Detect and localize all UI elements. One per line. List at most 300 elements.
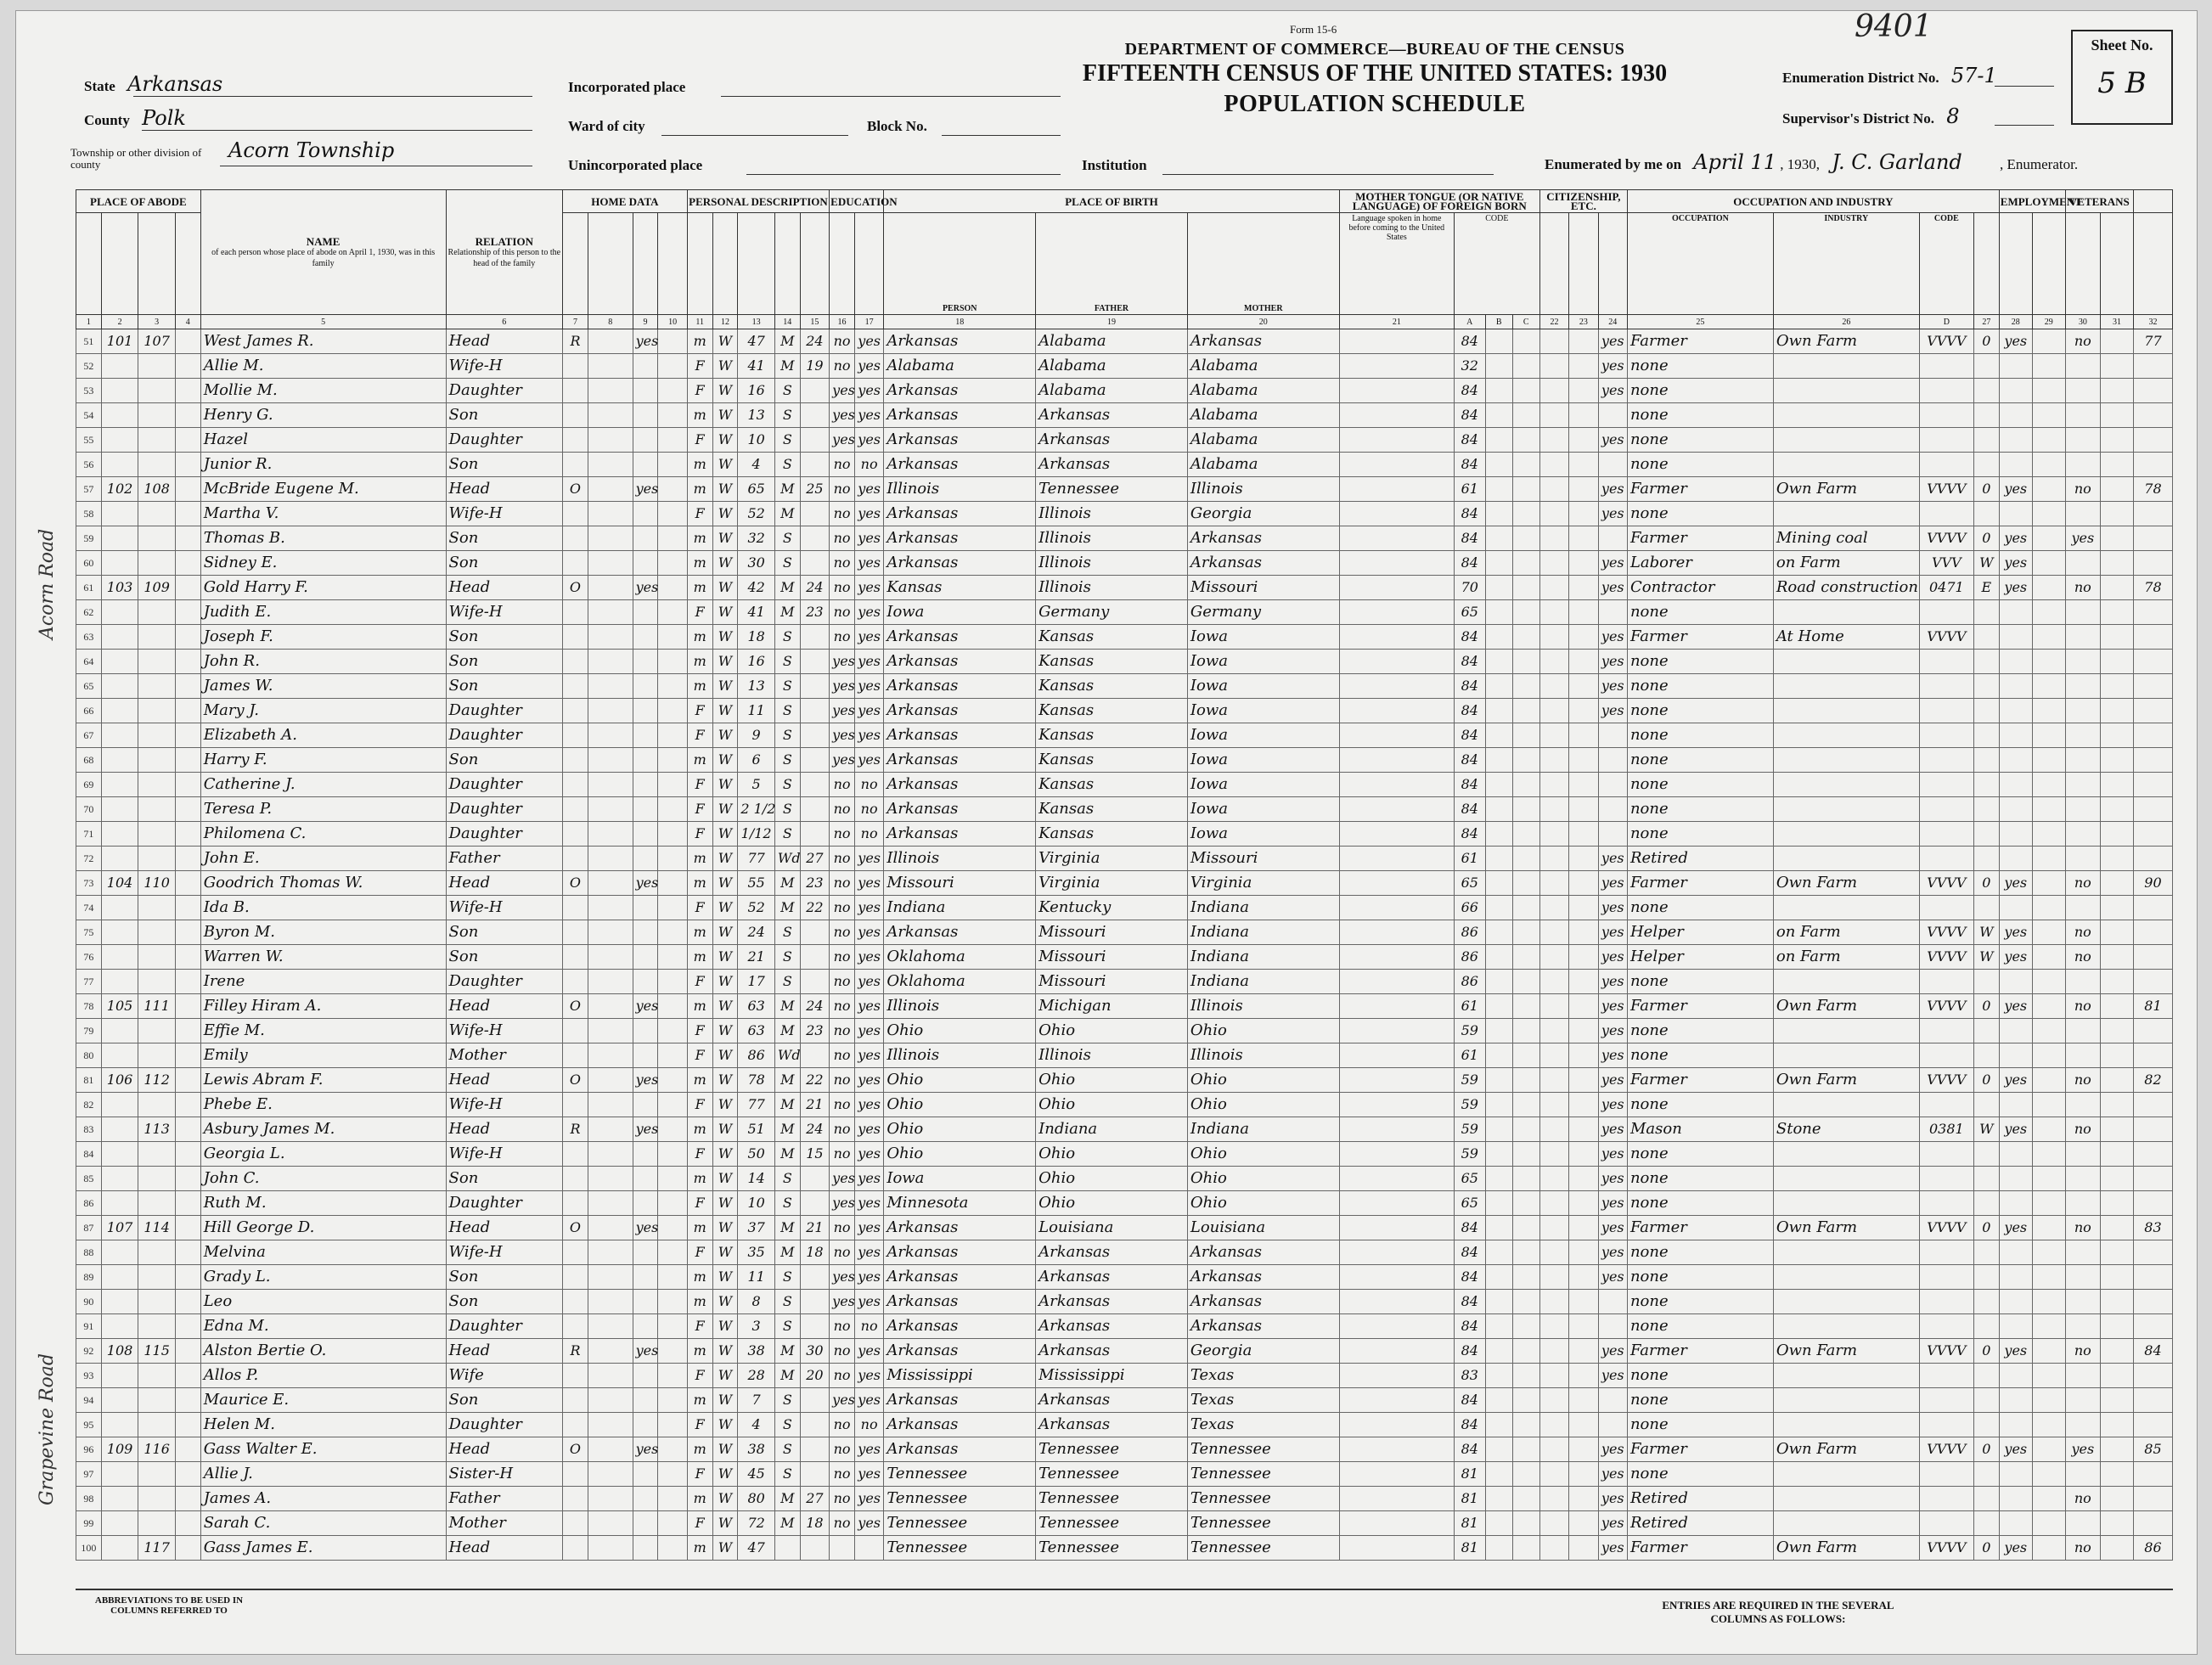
veteran xyxy=(2065,551,2100,576)
radio-set xyxy=(633,723,658,748)
visit-order xyxy=(175,1364,200,1388)
age: 52 xyxy=(738,502,775,526)
employed xyxy=(1999,403,2032,428)
column-number: 19 xyxy=(1036,315,1188,329)
race: W xyxy=(712,1019,738,1043)
class-of-worker xyxy=(1973,453,1999,477)
person-name: Alston Bertie O. xyxy=(200,1339,446,1364)
birthplace-person: Illinois xyxy=(884,994,1036,1019)
employed xyxy=(1999,1167,2032,1191)
race: W xyxy=(712,748,738,773)
code-c xyxy=(1512,1068,1539,1093)
ed-value: 57-1 xyxy=(1950,64,1997,87)
radio-set: yes xyxy=(633,1068,658,1093)
occupation: none xyxy=(1627,1093,1773,1117)
state-field xyxy=(84,72,222,96)
relation: Wife-H xyxy=(446,600,563,625)
reads-writes: yes xyxy=(854,896,883,920)
column-number: A xyxy=(1454,315,1485,329)
mother-tongue xyxy=(1339,1216,1454,1240)
person-name: Melvina xyxy=(200,1240,446,1265)
school-attendance: no xyxy=(830,1117,855,1142)
column-number: 27 xyxy=(1973,315,1999,329)
reads-writes: yes xyxy=(854,1290,883,1314)
school-attendance: no xyxy=(830,1462,855,1487)
unemployed-line xyxy=(2032,428,2065,453)
birthplace-father: Louisiana xyxy=(1036,1216,1188,1240)
occupation-code xyxy=(1919,354,1973,379)
radio-set xyxy=(633,526,658,551)
mother-tongue xyxy=(1339,1117,1454,1142)
group-veterans: VETERANS xyxy=(2065,190,2133,213)
class-of-worker xyxy=(1973,723,1999,748)
race: W xyxy=(712,1339,738,1364)
reads-writes: yes xyxy=(854,847,883,871)
family-number xyxy=(138,1191,176,1216)
veteran: no xyxy=(2065,1487,2100,1511)
birthplace-person: Arkansas xyxy=(884,403,1036,428)
immigration-year xyxy=(1539,674,1568,699)
school-attendance: no xyxy=(830,896,855,920)
birth-code: 61 xyxy=(1454,994,1485,1019)
group-name: NAME of each person whose place of abode on April 1, 1930, was in this family xyxy=(200,190,446,315)
occupation-code: 0471 xyxy=(1919,576,1973,600)
birth-code: 81 xyxy=(1454,1536,1485,1561)
visit-order xyxy=(175,1117,200,1142)
sex: m xyxy=(687,625,712,650)
occupation: none xyxy=(1627,1314,1773,1339)
dwelling-number xyxy=(101,453,138,477)
occupation-code xyxy=(1919,674,1973,699)
age-at-marriage: 22 xyxy=(800,896,829,920)
employed: yes xyxy=(1999,526,2032,551)
class-of-worker xyxy=(1973,1364,1999,1388)
marital-status: M xyxy=(774,1364,800,1388)
visit-order xyxy=(175,453,200,477)
veteran: no xyxy=(2065,1339,2100,1364)
marital-status: S xyxy=(774,773,800,797)
speaks-english xyxy=(1598,1413,1627,1437)
speaks-english xyxy=(1598,822,1627,847)
industry xyxy=(1773,1191,1919,1216)
immigration-year xyxy=(1539,1511,1568,1536)
occupation-code xyxy=(1919,502,1973,526)
school-attendance: no xyxy=(830,600,855,625)
code-c xyxy=(1512,1487,1539,1511)
immigration-year xyxy=(1539,502,1568,526)
group-personal: PERSONAL DESCRIPTION xyxy=(687,190,829,213)
home-tenure xyxy=(563,379,588,403)
farm-residence xyxy=(658,847,687,871)
radio-set xyxy=(633,1511,658,1536)
sex: F xyxy=(687,773,712,797)
birthplace-father: Illinois xyxy=(1036,502,1188,526)
age-at-marriage xyxy=(800,403,829,428)
farm-residence xyxy=(658,576,687,600)
occupation-code: VVVV xyxy=(1919,1437,1973,1462)
employed xyxy=(1999,1462,2032,1487)
person-name: Harry F. xyxy=(200,748,446,773)
county-field xyxy=(84,106,186,130)
reads-writes: yes xyxy=(854,650,883,674)
employed xyxy=(1999,428,2032,453)
employed xyxy=(1999,723,2032,748)
person-name: John C. xyxy=(200,1167,446,1191)
visit-order xyxy=(175,945,200,970)
farm-residence xyxy=(658,896,687,920)
birth-code: 65 xyxy=(1454,871,1485,896)
industry xyxy=(1773,896,1919,920)
birthplace-mother: Indiana xyxy=(1187,970,1339,994)
war xyxy=(2100,723,2133,748)
naturalization xyxy=(1569,1364,1598,1388)
employed xyxy=(1999,379,2032,403)
group-abode: PLACE OF ABODE xyxy=(76,190,201,213)
birthplace-father: Ohio xyxy=(1036,1167,1188,1191)
birthplace-mother: Iowa xyxy=(1187,822,1339,847)
immigration-year xyxy=(1539,1142,1568,1167)
naturalization xyxy=(1569,1314,1598,1339)
home-value xyxy=(588,1437,633,1462)
census-title: FIFTEENTH CENSUS OF THE UNITED STATES: 1930 xyxy=(1082,60,1668,87)
home-tenure xyxy=(563,526,588,551)
speaks-english: yes xyxy=(1598,994,1627,1019)
race: W xyxy=(712,1314,738,1339)
speaks-english: yes xyxy=(1598,1240,1627,1265)
marital-status: S xyxy=(774,1462,800,1487)
home-value xyxy=(588,1117,633,1142)
speaks-english: yes xyxy=(1598,576,1627,600)
sex: m xyxy=(687,871,712,896)
family-number xyxy=(138,502,176,526)
table-row xyxy=(76,1364,2173,1388)
farm-schedule: 82 xyxy=(2133,1068,2172,1093)
birth-code: 59 xyxy=(1454,1093,1485,1117)
visit-order xyxy=(175,1167,200,1191)
school-attendance: no xyxy=(830,1511,855,1536)
home-tenure xyxy=(563,1413,588,1437)
farm-residence xyxy=(658,1265,687,1290)
immigration-year xyxy=(1539,699,1568,723)
home-tenure xyxy=(563,1240,588,1265)
birthplace-father: Kansas xyxy=(1036,699,1188,723)
family-number xyxy=(138,674,176,699)
occupation: none xyxy=(1627,1019,1773,1043)
occupation: none xyxy=(1627,403,1773,428)
sex: F xyxy=(687,896,712,920)
age: 7 xyxy=(738,1388,775,1413)
home-tenure xyxy=(563,1265,588,1290)
occupation: none xyxy=(1627,379,1773,403)
industry xyxy=(1773,847,1919,871)
line-number: 57 xyxy=(76,477,102,502)
industry xyxy=(1773,1487,1919,1511)
family-number xyxy=(138,847,176,871)
marital-status: M xyxy=(774,1216,800,1240)
visit-order xyxy=(175,1265,200,1290)
code-b xyxy=(1485,1487,1512,1511)
radio-set xyxy=(633,920,658,945)
age-at-marriage: 27 xyxy=(800,847,829,871)
line-number: 85 xyxy=(76,1167,102,1191)
farm-residence xyxy=(658,1364,687,1388)
relation: Daughter xyxy=(446,773,563,797)
farm-schedule xyxy=(2133,896,2172,920)
marital-status: S xyxy=(774,403,800,428)
code-c xyxy=(1512,576,1539,600)
veteran xyxy=(2065,797,2100,822)
age: 37 xyxy=(738,1216,775,1240)
veteran: yes xyxy=(2065,526,2100,551)
farm-schedule xyxy=(2133,945,2172,970)
home-value xyxy=(588,502,633,526)
occupation-code xyxy=(1919,773,1973,797)
school-attendance: no xyxy=(830,1019,855,1043)
column-number: 24 xyxy=(1598,315,1627,329)
birthplace-father: Missouri xyxy=(1036,970,1188,994)
veteran: no xyxy=(2065,994,2100,1019)
relation: Son xyxy=(446,650,563,674)
employed: yes xyxy=(1999,1339,2032,1364)
naturalization xyxy=(1569,773,1598,797)
school-attendance: no xyxy=(830,970,855,994)
table-row xyxy=(76,1068,2173,1093)
war xyxy=(2100,576,2133,600)
column-number: 13 xyxy=(738,315,775,329)
family-number xyxy=(138,1462,176,1487)
birthplace-mother: Iowa xyxy=(1187,674,1339,699)
naturalization xyxy=(1569,526,1598,551)
birthplace-person: Arkansas xyxy=(884,723,1036,748)
employed: yes xyxy=(1999,1117,2032,1142)
employed xyxy=(1999,600,2032,625)
class-of-worker: 0 xyxy=(1973,871,1999,896)
farm-residence xyxy=(658,994,687,1019)
table-row xyxy=(76,1216,2173,1240)
veteran xyxy=(2065,403,2100,428)
war xyxy=(2100,847,2133,871)
sheet-label: Sheet No. xyxy=(2091,37,2153,53)
class-of-worker xyxy=(1973,797,1999,822)
occupation: none xyxy=(1627,428,1773,453)
family-number xyxy=(138,403,176,428)
marital-status: M xyxy=(774,600,800,625)
visit-order xyxy=(175,1462,200,1487)
farm-residence xyxy=(658,871,687,896)
dwelling-number: 101 xyxy=(101,329,138,354)
industry: on Farm xyxy=(1773,551,1919,576)
industry xyxy=(1773,600,1919,625)
speaks-english: yes xyxy=(1598,920,1627,945)
home-tenure xyxy=(563,1167,588,1191)
family-number xyxy=(138,1364,176,1388)
birthplace-person: Ohio xyxy=(884,1068,1036,1093)
line-number: 59 xyxy=(76,526,102,551)
class-of-worker xyxy=(1973,699,1999,723)
farm-residence xyxy=(658,1167,687,1191)
mother-tongue xyxy=(1339,453,1454,477)
birthplace-mother: Iowa xyxy=(1187,748,1339,773)
mother-tongue xyxy=(1339,871,1454,896)
line-number: 51 xyxy=(76,329,102,354)
veteran xyxy=(2065,822,2100,847)
sex: F xyxy=(687,428,712,453)
class-of-worker: W xyxy=(1973,1117,1999,1142)
birthplace-mother: Virginia xyxy=(1187,871,1339,896)
unemployed-line xyxy=(2032,822,2065,847)
class-of-worker xyxy=(1973,1511,1999,1536)
age-at-marriage xyxy=(800,1413,829,1437)
home-tenure xyxy=(563,847,588,871)
relation: Son xyxy=(446,1290,563,1314)
reads-writes: yes xyxy=(854,502,883,526)
occupation-code xyxy=(1919,797,1973,822)
person-name: Byron M. xyxy=(200,920,446,945)
war xyxy=(2100,970,2133,994)
marital-status: M xyxy=(774,1142,800,1167)
family-number xyxy=(138,1019,176,1043)
occupation-code xyxy=(1919,1265,1973,1290)
table-row xyxy=(76,650,2173,674)
home-value xyxy=(588,945,633,970)
reads-writes: no xyxy=(854,1413,883,1437)
reads-writes: no xyxy=(854,773,883,797)
war xyxy=(2100,502,2133,526)
marital-status: S xyxy=(774,650,800,674)
mother-tongue xyxy=(1339,1511,1454,1536)
family-number: 109 xyxy=(138,576,176,600)
relation: Daughter xyxy=(446,1314,563,1339)
birth-code: 59 xyxy=(1454,1068,1485,1093)
home-value xyxy=(588,1413,633,1437)
occupation: Retired xyxy=(1627,847,1773,871)
unemployed-line xyxy=(2032,896,2065,920)
code-c xyxy=(1512,920,1539,945)
sex: m xyxy=(687,551,712,576)
war xyxy=(2100,1068,2133,1093)
occupation-code: VVVV xyxy=(1919,1536,1973,1561)
farm-residence xyxy=(658,970,687,994)
visit-order xyxy=(175,699,200,723)
veteran xyxy=(2065,1240,2100,1265)
war xyxy=(2100,920,2133,945)
birthplace-mother: Ohio xyxy=(1187,1068,1339,1093)
marital-status: M xyxy=(774,896,800,920)
reads-writes: yes xyxy=(854,1142,883,1167)
visit-order xyxy=(175,1216,200,1240)
birth-code: 84 xyxy=(1454,1339,1485,1364)
race: W xyxy=(712,1437,738,1462)
veteran: no xyxy=(2065,1068,2100,1093)
code-b xyxy=(1485,1068,1512,1093)
marital-status: M xyxy=(774,1019,800,1043)
farm-schedule xyxy=(2133,625,2172,650)
relation: Head xyxy=(446,871,563,896)
unemployed-line xyxy=(2032,453,2065,477)
occupation-code xyxy=(1919,748,1973,773)
immigration-year xyxy=(1539,773,1568,797)
enum-label: Enumerated by me on xyxy=(1545,156,1682,172)
age-at-marriage xyxy=(800,748,829,773)
occupation: none xyxy=(1627,1167,1773,1191)
naturalization xyxy=(1569,674,1598,699)
class-of-worker xyxy=(1973,403,1999,428)
radio-set xyxy=(633,847,658,871)
visit-order xyxy=(175,650,200,674)
unemployed-line xyxy=(2032,1462,2065,1487)
marital-status: Wd xyxy=(774,1043,800,1068)
home-value xyxy=(588,1093,633,1117)
marital-status: S xyxy=(774,1191,800,1216)
mother-tongue xyxy=(1339,920,1454,945)
naturalization xyxy=(1569,871,1598,896)
marital-status: S xyxy=(774,1413,800,1437)
unemployed-line xyxy=(2032,773,2065,797)
birth-code: 59 xyxy=(1454,1117,1485,1142)
farm-schedule xyxy=(2133,354,2172,379)
birthplace-mother: Arkansas xyxy=(1187,1290,1339,1314)
home-value xyxy=(588,723,633,748)
employed xyxy=(1999,847,2032,871)
family-number xyxy=(138,699,176,723)
home-tenure xyxy=(563,1536,588,1561)
naturalization xyxy=(1569,354,1598,379)
sex: m xyxy=(687,1388,712,1413)
home-tenure xyxy=(563,453,588,477)
unemployed-line xyxy=(2032,1191,2065,1216)
age-at-marriage xyxy=(800,797,829,822)
column-numbers xyxy=(76,315,2173,329)
birthplace-father: Arkansas xyxy=(1036,1413,1188,1437)
reads-writes: yes xyxy=(854,920,883,945)
school-attendance: no xyxy=(830,1068,855,1093)
sex: F xyxy=(687,1093,712,1117)
unemployed-line xyxy=(2032,1388,2065,1413)
home-tenure xyxy=(563,1043,588,1068)
reads-writes: yes xyxy=(854,1364,883,1388)
home-value xyxy=(588,600,633,625)
line-number: 90 xyxy=(76,1290,102,1314)
side-notes xyxy=(37,215,70,1505)
age-at-marriage xyxy=(800,822,829,847)
immigration-year xyxy=(1539,1462,1568,1487)
farm-schedule: 78 xyxy=(2133,477,2172,502)
family-number xyxy=(138,970,176,994)
line-number: 64 xyxy=(76,650,102,674)
school-attendance: no xyxy=(830,1216,855,1240)
subhead-father: FATHER xyxy=(1036,213,1188,315)
relation: Son xyxy=(446,748,563,773)
home-value xyxy=(588,1487,633,1511)
sex: F xyxy=(687,1462,712,1487)
age: 6 xyxy=(738,748,775,773)
birthplace-person: Arkansas xyxy=(884,1314,1036,1339)
farm-residence xyxy=(658,1487,687,1511)
farm-residence xyxy=(658,945,687,970)
birth-code: 61 xyxy=(1454,477,1485,502)
employed xyxy=(1999,453,2032,477)
employed xyxy=(1999,1413,2032,1437)
reads-writes: no xyxy=(854,822,883,847)
group-employment: EMPLOYMENT xyxy=(1999,190,2065,213)
family-number xyxy=(138,1290,176,1314)
reads-writes: yes xyxy=(854,1265,883,1290)
birth-code: 84 xyxy=(1454,1388,1485,1413)
race: W xyxy=(712,551,738,576)
unemployed-line xyxy=(2032,1142,2065,1167)
relation: Head xyxy=(446,1216,563,1240)
veteran: no xyxy=(2065,1216,2100,1240)
